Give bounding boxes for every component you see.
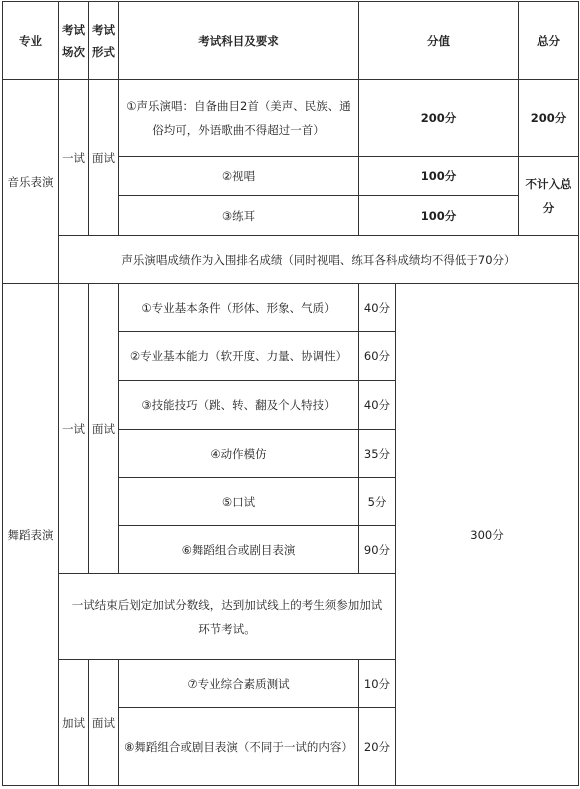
score-cell: 200分: [359, 80, 519, 157]
session-cell: 一试: [59, 284, 89, 574]
header-form: 考试形式: [89, 2, 119, 80]
subject-cell: ②专业基本能力（软开度、力量、协调性）: [119, 332, 359, 381]
score-cell: 40分: [359, 284, 396, 332]
session-cell: 加试: [59, 660, 89, 786]
total-cell: 不计入总分: [519, 157, 579, 236]
header-score: 分值: [359, 2, 519, 80]
subject-cell: ⑤口试: [119, 478, 359, 526]
subject-cell: ⑥舞蹈组合或剧目表演: [119, 526, 359, 574]
form-cell: 面试: [89, 660, 119, 786]
score-cell: 10分: [359, 660, 396, 708]
dance-note: 一试结束后划定加试分数线，达到加试线上的考生须参加加试环节考试。: [59, 574, 396, 660]
score-cell: 40分: [359, 381, 396, 430]
header-row: [3, 2, 579, 80]
music-note: 声乐演唱成绩作为入围排名成绩（同时视唱、练耳各科成绩均不得低于70分）: [59, 236, 579, 284]
score-cell: 35分: [359, 430, 396, 478]
exam-requirements-table: [2, 1, 579, 786]
major-music: 音乐表演: [3, 80, 59, 284]
subject-cell: ⑦专业综合素质测试: [119, 660, 359, 708]
form-cell: 面试: [89, 80, 119, 236]
form-cell: 面试: [89, 284, 119, 574]
subject-cell: ②视唱: [119, 157, 359, 196]
dance-total: 300分: [396, 284, 579, 786]
subject-cell: ③技能技巧（跳、转、翻及个人特技）: [119, 381, 359, 430]
score-cell: 20分: [359, 708, 396, 786]
subject-cell: ①专业基本条件（形体、形象、气质）: [119, 284, 359, 332]
subject-cell: ⑧舞蹈组合或剧目表演（不同于一试的内容）: [119, 708, 359, 786]
header-subject: 考试科目及要求: [119, 2, 359, 80]
score-cell: 60分: [359, 332, 396, 381]
header-major: 专业: [3, 2, 59, 80]
subject-cell: ①声乐演唱：自备曲目2首（美声、民族、通俗均可，外语歌曲不得超过一首）: [119, 80, 359, 157]
total-cell: 200分: [519, 80, 579, 157]
major-dance: 舞蹈表演: [3, 284, 59, 786]
subject-cell: ④动作模仿: [119, 430, 359, 478]
table-row: [3, 284, 579, 332]
header-total: 总分: [519, 2, 579, 80]
subject-cell: ③练耳: [119, 196, 359, 236]
score-cell: 100分: [359, 196, 519, 236]
score-cell: 90分: [359, 526, 396, 574]
table-row: [3, 80, 579, 157]
score-cell: 5分: [359, 478, 396, 526]
session-cell: 一试: [59, 80, 89, 236]
score-cell: 100分: [359, 157, 519, 196]
header-session: 考试场次: [59, 2, 89, 80]
table-row: [3, 236, 579, 284]
